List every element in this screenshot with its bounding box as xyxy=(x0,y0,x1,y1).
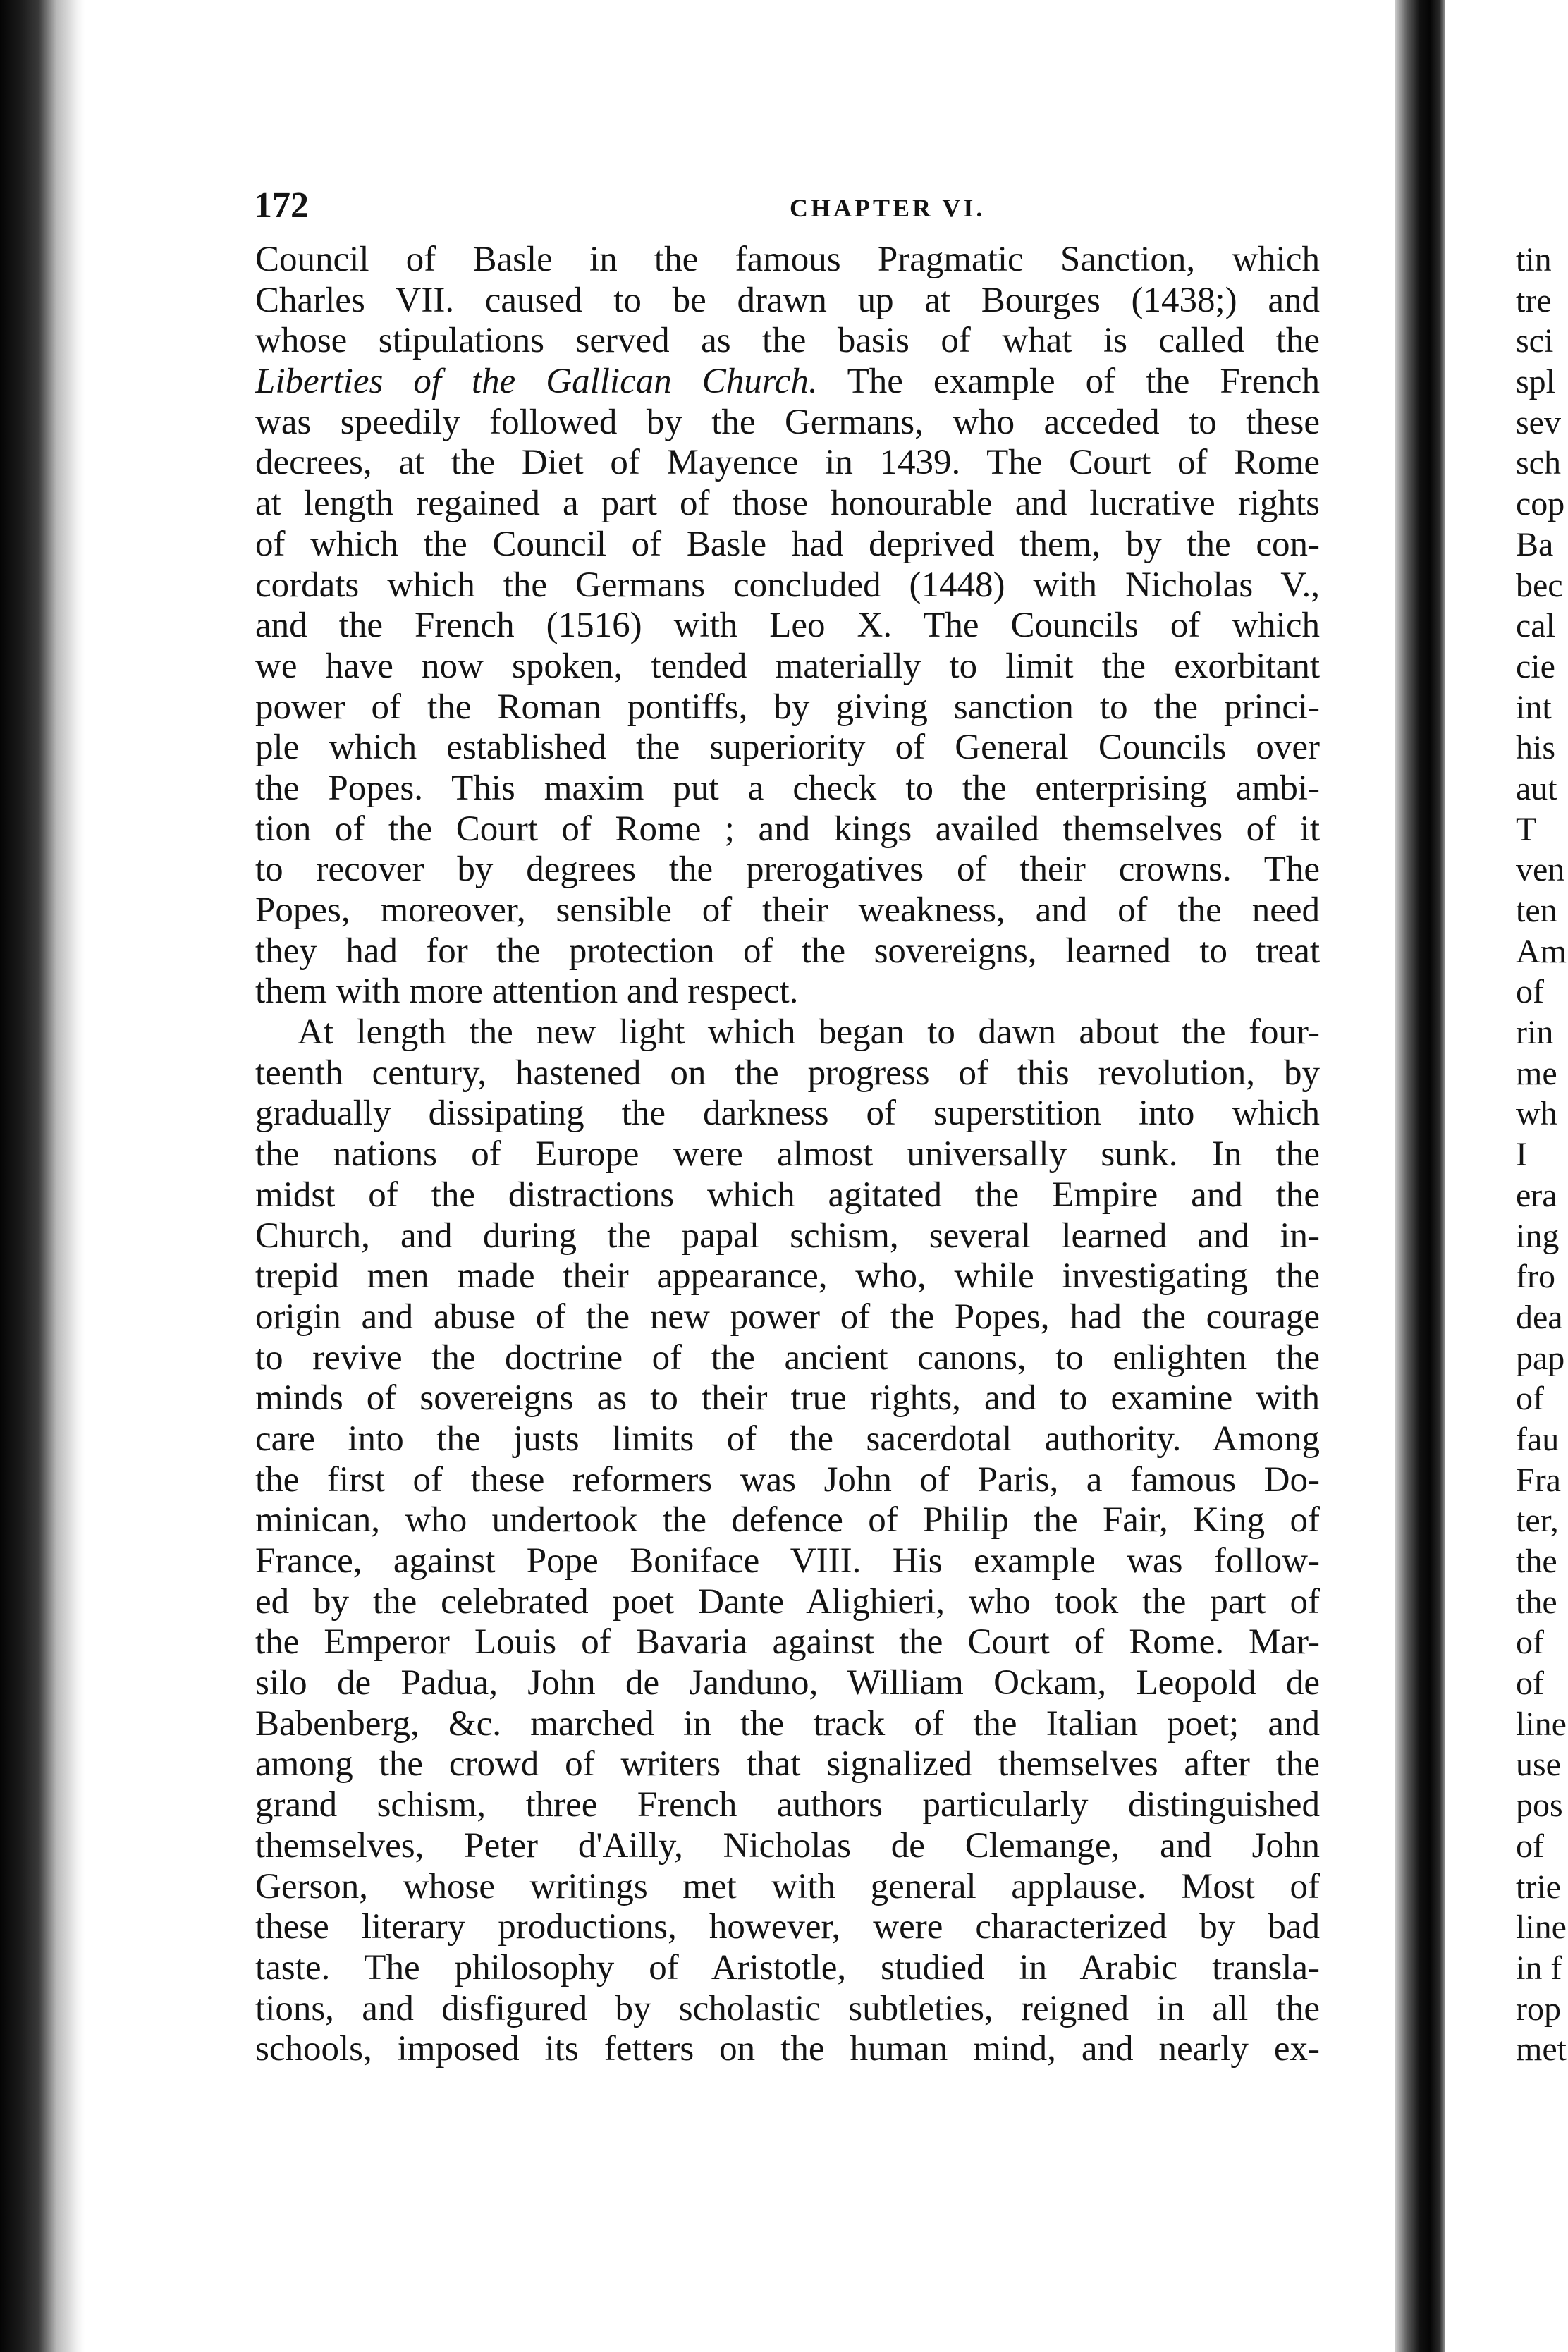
facing-line-fragment: rin xyxy=(1516,1014,1554,1052)
facing-line-fragment: ven xyxy=(1516,851,1565,889)
facing-line-fragment: pap xyxy=(1516,1339,1565,1377)
facing-line-fragment: tre xyxy=(1516,281,1552,319)
facing-line-fragment: of xyxy=(1516,1665,1544,1703)
text-line-content: Babenberg, &c. marched in the track of the Italian poet; and xyxy=(255,1703,1320,1744)
text-line xyxy=(255,606,1320,647)
text-line-content: and the French (1516) with Leo X. The Councils of which xyxy=(255,606,1320,646)
text-line xyxy=(255,1175,1320,1216)
text-line-content: Church, and during the papal schism, several learned and in- xyxy=(255,1215,1320,1256)
text-line xyxy=(255,647,1320,687)
text-line xyxy=(255,1704,1320,1745)
text-line xyxy=(255,1216,1320,1257)
facing-page-fragment xyxy=(1516,240,1568,2070)
facing-line-fragment: fro xyxy=(1516,1258,1555,1296)
text-line xyxy=(255,687,1320,728)
text-line-content: at length regained a part of those honourable and lucrative rights xyxy=(255,484,1320,524)
text-line xyxy=(255,1094,1320,1134)
text-line-content: Gerson, whose writings met with general applause. Most of xyxy=(255,1866,1320,1906)
text-line-content: power of the Roman pontiffs, by giving sanction to the princi- xyxy=(255,687,1320,727)
text-line xyxy=(255,1338,1320,1379)
facing-line-fragment: trie xyxy=(1516,1868,1561,1906)
text-line-content: France, against Pope Boniface VIII. His example was follow- xyxy=(255,1541,1320,1581)
facing-line-fragment: rop xyxy=(1516,1990,1561,2028)
text-line xyxy=(255,1989,1320,2030)
text-line xyxy=(255,1256,1320,1297)
text-line xyxy=(255,1622,1320,1663)
text-line-content: silo de Padua, John de Janduno, William Ockam, Leopold de xyxy=(255,1663,1320,1703)
text-line-content: minican, who undertook the defence of Philip the Fair, King of xyxy=(255,1500,1320,1541)
text-line-content: teenth century, hastened on the progress of this revolution, by xyxy=(255,1053,1320,1093)
facing-line-fragment: sci xyxy=(1516,322,1554,360)
facing-line-fragment: T xyxy=(1516,810,1537,848)
text-line xyxy=(255,484,1320,525)
text-line xyxy=(255,1948,1320,1989)
text-line xyxy=(255,362,1320,403)
facing-line-fragment: sch xyxy=(1516,444,1561,482)
text-line xyxy=(255,1867,1320,1908)
text-line-content: them with more attention and respect. xyxy=(255,972,799,1012)
running-head xyxy=(169,185,1325,234)
text-line xyxy=(255,321,1320,362)
text-line-content: Council of Basle in the famous Pragmatic Sanction, which xyxy=(255,240,1320,279)
text-line-content: The example of the French xyxy=(817,362,1320,402)
facing-line-fragment: Ba xyxy=(1516,525,1554,563)
facing-line-fragment: line xyxy=(1516,1909,1567,1947)
text-line xyxy=(255,240,1320,281)
text-line-content: the Popes. This maxim put a check to the enterprising ambi- xyxy=(255,768,1320,808)
text-line xyxy=(255,1500,1320,1541)
text-line-content: decrees, at the Diet of Mayence in 1439. The Court of Rome xyxy=(255,443,1320,483)
text-line-content: these literary productions, however, were characterized by bad xyxy=(255,1907,1320,1947)
text-line xyxy=(255,1012,1320,1053)
facing-line-fragment: of xyxy=(1516,973,1544,1011)
text-line xyxy=(255,1826,1320,1867)
facing-line-fragment: the xyxy=(1516,1543,1557,1580)
facing-line-fragment: fau xyxy=(1516,1420,1560,1458)
text-line xyxy=(255,1663,1320,1704)
page-number: 172 xyxy=(254,185,309,226)
facing-line-fragment: dea xyxy=(1516,1298,1563,1336)
text-line-content: midst of the distractions which agitated the Empire and the xyxy=(255,1175,1320,1215)
text-line-content: the nations of Europe were almost universally sunk. In the xyxy=(255,1134,1320,1175)
book-binding-edge xyxy=(0,0,85,2352)
facing-line-fragment: the xyxy=(1516,1583,1557,1621)
facing-line-fragment: tin xyxy=(1516,241,1552,278)
facing-line-fragment: pos xyxy=(1516,1787,1563,1825)
facing-line-fragment: ing xyxy=(1516,1217,1560,1255)
text-line xyxy=(255,1134,1320,1175)
text-line-content: to revive the doctrine of the ancient canons, to enlighten the xyxy=(255,1337,1320,1378)
text-line-content: minds of sovereigns as to their true rights, and to examine with xyxy=(255,1378,1320,1419)
facing-line-fragment: spl xyxy=(1516,363,1556,401)
page-gutter xyxy=(1395,0,1445,2352)
facing-line-fragment: cop xyxy=(1516,485,1565,523)
text-line-content: ed by the celebrated poet Dante Alighieri, who took the part of xyxy=(255,1581,1320,1622)
text-line-content: ple which established the superiority of General Councils over xyxy=(255,728,1320,768)
facing-line-fragment: Fra xyxy=(1516,1461,1561,1499)
text-line-content: of which the Council of Basle had deprived them, by the con- xyxy=(255,524,1320,564)
facing-line-fragment: Am xyxy=(1516,932,1567,970)
text-line xyxy=(255,890,1320,931)
text-line-content: schools, imposed its fetters on the human mind, and nearly ex- xyxy=(255,2029,1320,2069)
text-line xyxy=(255,809,1320,850)
text-line xyxy=(255,525,1320,565)
facing-line-fragment: of xyxy=(1516,1827,1544,1865)
text-line xyxy=(255,1541,1320,1582)
facing-line-fragment: use xyxy=(1516,1746,1561,1784)
facing-line-fragment: wh xyxy=(1516,1095,1557,1133)
facing-line-fragment: int xyxy=(1516,688,1552,726)
text-line-content: At length the new light which began to dawn about the four- xyxy=(298,1012,1320,1053)
text-line xyxy=(255,768,1320,809)
facing-line-fragment: aut xyxy=(1516,769,1557,807)
text-line xyxy=(255,1297,1320,1338)
facing-line-fragment: I xyxy=(1516,1136,1527,1174)
facing-line-fragment: ter, xyxy=(1516,1502,1559,1540)
text-line-content: care into the justs limits of the sacerdotal authority. Among xyxy=(255,1419,1320,1459)
text-line xyxy=(255,443,1320,484)
text-line-content: themselves, Peter d'Ailly, Nicholas de Clemange, and John xyxy=(255,1825,1320,1866)
facing-line-fragment: of xyxy=(1516,1380,1544,1418)
facing-line-fragment: era xyxy=(1516,1176,1557,1214)
facing-line-fragment: cal xyxy=(1516,607,1555,645)
text-line xyxy=(255,2029,1320,2070)
text-line xyxy=(255,281,1320,321)
italic-phrase: Liberties of the Gallican Church. xyxy=(255,362,818,402)
facing-line-fragment: sev xyxy=(1516,403,1561,441)
text-line xyxy=(255,1460,1320,1501)
facing-line-fragment: of xyxy=(1516,1624,1544,1662)
text-line xyxy=(255,728,1320,768)
text-line xyxy=(255,1744,1320,1785)
facing-line-fragment: ten xyxy=(1516,892,1557,929)
facing-line-fragment: cie xyxy=(1516,647,1555,685)
text-line xyxy=(255,1378,1320,1419)
facing-line-fragment: line xyxy=(1516,1705,1567,1743)
text-line-content: grand schism, three French authors particularly distinguished xyxy=(255,1785,1320,1825)
text-line-content: Charles VII. caused to be drawn up at Bourges (1438;) and xyxy=(255,280,1320,320)
facing-line-fragment: in f xyxy=(1516,1949,1562,1987)
text-line-content: the first of these reformers was John of Paris, a famous Do- xyxy=(255,1459,1320,1500)
text-line xyxy=(255,1419,1320,1460)
text-line-content: tion of the Court of Rome ; and kings availed themselves of it xyxy=(255,809,1320,849)
chapter-title: CHAPTER VI. xyxy=(790,194,986,222)
text-line xyxy=(255,931,1320,972)
text-line-content: among the crowd of writers that signalized themselves after the xyxy=(255,1744,1320,1784)
text-line-content: gradually dissipating the darkness of superstition into which xyxy=(255,1094,1320,1134)
text-line-content: was speedily followed by the Germans, who acceded to these xyxy=(255,402,1320,442)
facing-line-fragment: his xyxy=(1516,729,1556,767)
text-line-content: tions, and disfigured by scholastic subtleties, reigned in all the xyxy=(255,1988,1320,2028)
facing-line-fragment: me xyxy=(1516,1054,1557,1092)
facing-line-fragment: bec xyxy=(1516,566,1563,604)
body-text xyxy=(255,240,1320,2070)
text-line-content: taste. The philosophy of Aristotle, studied in Arabic transla- xyxy=(255,1947,1320,1987)
text-line xyxy=(255,403,1320,443)
text-line-content: origin and abuse of the new power of the Popes, had the courage xyxy=(255,1297,1320,1337)
text-line-content: to recover by degrees the prerogatives of their crowns. The xyxy=(255,850,1320,890)
text-line xyxy=(255,1053,1320,1094)
text-line-content: we have now spoken, tended materially to limit the exorbitant xyxy=(255,646,1320,686)
text-line-content: Popes, moreover, sensible of their weakness, and of the need xyxy=(255,890,1320,930)
text-line xyxy=(255,850,1320,890)
text-line-content: the Emperor Louis of Bavaria against the Court of Rome. Mar- xyxy=(255,1622,1320,1662)
text-line xyxy=(255,1582,1320,1623)
text-line-content: trepid men made their appearance, who, while investigating the xyxy=(255,1256,1320,1297)
text-line xyxy=(255,1907,1320,1948)
text-line-content: whose stipulations served as the basis of what is called the xyxy=(255,321,1320,361)
facing-line-fragment: met xyxy=(1516,2031,1567,2069)
text-line xyxy=(255,1785,1320,1826)
text-line xyxy=(255,565,1320,606)
text-line-content: cordats which the Germans concluded (1448) with Nicholas V., xyxy=(255,565,1320,605)
text-line xyxy=(255,972,1320,1012)
text-line-content: they had for the protection of the sovereigns, learned to treat xyxy=(255,931,1320,971)
